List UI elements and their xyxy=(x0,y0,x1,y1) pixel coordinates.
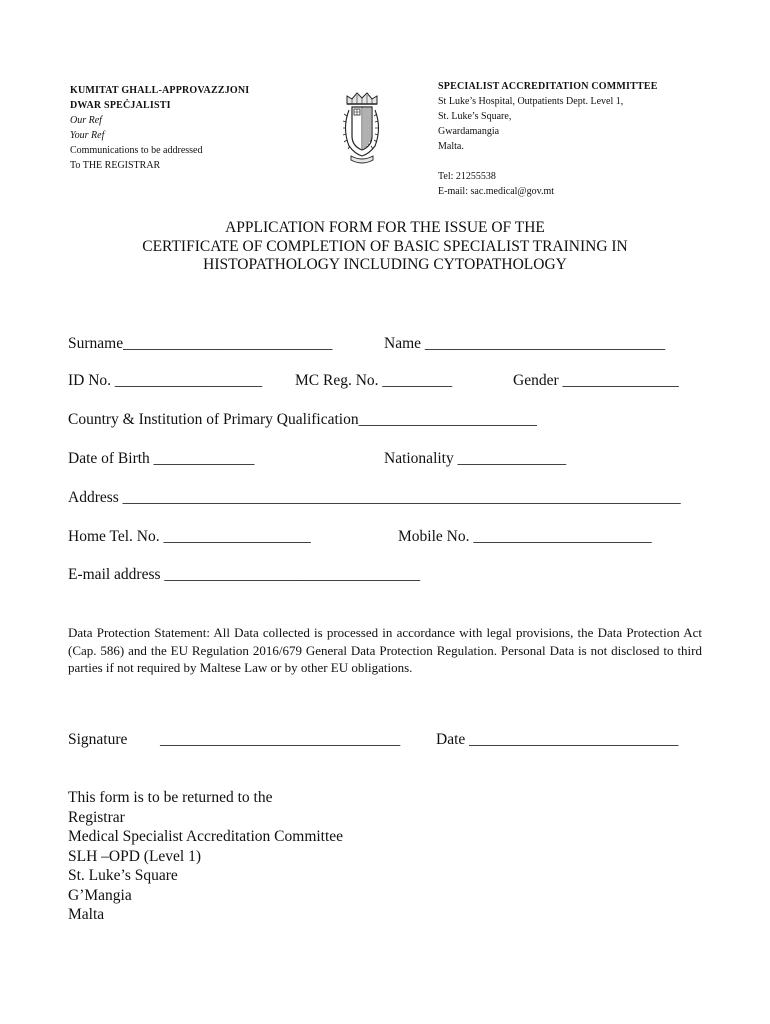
addressed-to: To THE REGISTRAR xyxy=(70,160,161,171)
country-institution-field[interactable]: Country & Institution of Primary Qualification_______________________ xyxy=(68,411,537,428)
title-line-1: APPLICATION FORM FOR THE ISSUE OF THE xyxy=(225,219,545,236)
email-address-field[interactable]: E-mail address _________________________________ xyxy=(68,566,421,583)
return-line-3: Medical Specialist Accreditation Committee xyxy=(68,828,344,845)
address-line-4: Malta. xyxy=(438,141,464,152)
mc-reg-no-field[interactable]: MC Reg. No. _________ xyxy=(295,372,453,389)
home-tel-field[interactable]: Home Tel. No. ___________________ xyxy=(68,528,311,545)
title-line-2: CERTIFICATE OF COMPLETION OF BASIC SPECIALIST TRAINING IN xyxy=(142,237,628,255)
your-ref: Your Ref xyxy=(70,130,105,141)
address-field[interactable]: Address ________________________________________________________________________ xyxy=(68,489,681,506)
return-line-5: St. Luke’s Square xyxy=(68,867,178,884)
name-field[interactable]: Name _______________________________ xyxy=(384,335,666,352)
specialist-accreditation-committee: SPECIALIST ACCREDITATION COMMITTEE xyxy=(438,81,658,92)
form-title xyxy=(0,219,770,275)
nationality-field[interactable]: Nationality ______________ xyxy=(384,450,567,467)
date-of-birth-field[interactable]: Date of Birth _____________ xyxy=(68,450,255,467)
title-line-3: HISTOPATHOLOGY INCLUDING CYTOPATHOLOGY xyxy=(203,256,567,273)
address-line-3: Gwardamangia xyxy=(438,126,500,137)
surname-field[interactable]: Surname___________________________ xyxy=(68,335,333,352)
mobile-no-field[interactable]: Mobile No. _______________________ xyxy=(398,528,652,545)
committee-name-maltese-line2: DWAR SPEĊJALISTI xyxy=(70,100,171,111)
signature-label: Signature xyxy=(68,731,128,748)
return-line-6: G’Mangia xyxy=(68,886,132,904)
date-field[interactable]: Date ___________________________ xyxy=(436,731,679,748)
address-line-1: St Luke’s Hospital, Outpatients Dept. Level 1, xyxy=(438,96,624,107)
gender-field[interactable]: Gender _______________ xyxy=(513,372,679,389)
return-line-1: This form is to be returned to the xyxy=(68,789,273,806)
return-line-7: Malta xyxy=(68,906,105,923)
address-line-2: St. Luke’s Square, xyxy=(438,111,512,122)
signature-line[interactable]: _______________________________ xyxy=(160,731,401,748)
return-line-2: Registrar xyxy=(68,808,125,826)
committee-name-maltese-line1: KUMITAT GHALL-APPROVAZZJONI xyxy=(70,85,250,96)
id-no-field[interactable]: ID No. ___________________ xyxy=(68,372,263,389)
telephone: Tel: 21255538 xyxy=(438,171,496,182)
return-line-4: SLH –OPD (Level 1) xyxy=(68,847,202,865)
our-ref: Our Ref xyxy=(70,115,102,126)
header-right xyxy=(438,79,658,199)
email: E-mail: sac.medical@gov.mt xyxy=(438,186,555,197)
header-left xyxy=(70,83,249,173)
communications-note: Communications to be addressed xyxy=(70,145,203,156)
return-address-block xyxy=(68,788,343,925)
data-protection-statement: Data Protection Statement: All Data collected is processed in accordance with legal provisions, the Data Protection Act (Cap. 586) and the EU Regulation 2016/679 General Data Protection Regulation. Personal Data is not disclosed to third parties if not required by Maltese Law or by other EU obligations. xyxy=(68,625,702,675)
malta-coat-of-arms-icon xyxy=(339,90,385,168)
